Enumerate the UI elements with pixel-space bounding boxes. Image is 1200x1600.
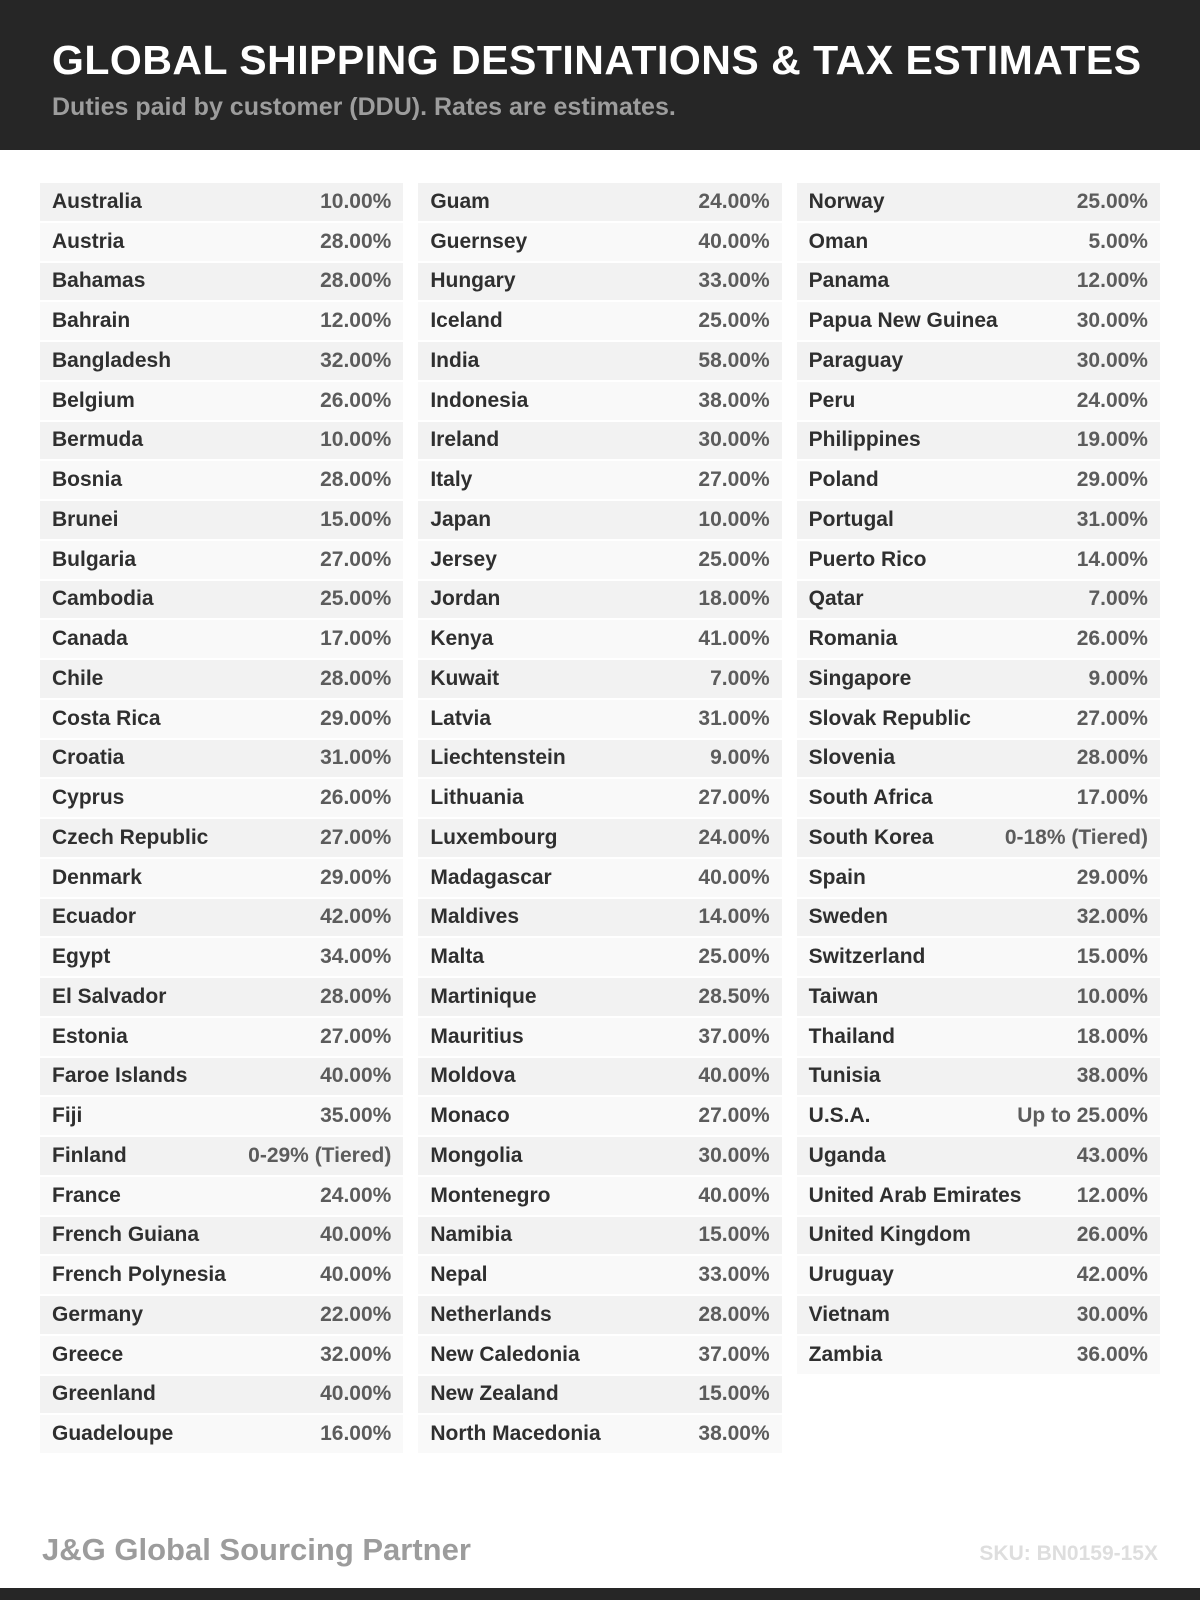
rate-value: 29.00% bbox=[320, 865, 392, 889]
table-row bbox=[40, 700, 403, 740]
country-name: Ireland bbox=[430, 428, 500, 452]
country-name: Brunei bbox=[52, 507, 119, 531]
table-row bbox=[797, 302, 1160, 342]
country-name: Latvia bbox=[430, 706, 492, 730]
country-name: Japan bbox=[430, 507, 492, 531]
rate-value: 43.00% bbox=[1076, 1143, 1148, 1167]
rate-value: 25.00% bbox=[1076, 189, 1148, 213]
table-row bbox=[797, 541, 1160, 581]
table-row bbox=[418, 1097, 781, 1137]
table-row bbox=[40, 978, 403, 1018]
table-row bbox=[418, 1336, 781, 1376]
country-name: Panama bbox=[808, 269, 890, 293]
rate-value: 37.00% bbox=[698, 1342, 770, 1366]
table-row bbox=[418, 422, 781, 462]
rate-value: 27.00% bbox=[320, 825, 392, 849]
country-name: South Korea bbox=[808, 825, 934, 849]
table-row bbox=[797, 1137, 1160, 1177]
table-row bbox=[40, 620, 403, 660]
rate-column-2 bbox=[418, 183, 781, 1455]
rate-value: 9.00% bbox=[1088, 666, 1148, 690]
country-name: Luxembourg bbox=[430, 825, 558, 849]
rate-value: 25.00% bbox=[698, 945, 770, 969]
brand-name: J&G Global Sourcing Partner bbox=[42, 1532, 471, 1567]
rate-value: 31.00% bbox=[698, 706, 770, 730]
country-name: Belgium bbox=[52, 388, 135, 412]
country-name: Oman bbox=[808, 229, 869, 253]
rate-value: 27.00% bbox=[1076, 706, 1148, 730]
table-row bbox=[40, 422, 403, 462]
country-name: Australia bbox=[52, 189, 142, 213]
rate-value: 28.50% bbox=[698, 984, 770, 1008]
country-name: Czech Republic bbox=[52, 825, 209, 849]
table-row bbox=[40, 1137, 403, 1177]
table-row bbox=[40, 302, 403, 342]
country-name: Bermuda bbox=[52, 428, 144, 452]
country-name: New Zealand bbox=[430, 1382, 559, 1406]
country-name: Austria bbox=[52, 229, 125, 253]
table-row bbox=[40, 1415, 403, 1455]
rate-value: 9.00% bbox=[710, 746, 770, 770]
country-name: South Africa bbox=[808, 786, 933, 810]
rate-value: 24.00% bbox=[698, 825, 770, 849]
rate-value: 22.00% bbox=[320, 1302, 392, 1326]
rate-value: 28.00% bbox=[320, 666, 392, 690]
rate-value: 12.00% bbox=[1076, 269, 1148, 293]
rate-value: 31.00% bbox=[1076, 507, 1148, 531]
table-row bbox=[40, 541, 403, 581]
table-row bbox=[418, 978, 781, 1018]
country-name: Jersey bbox=[430, 547, 497, 571]
country-name: Bulgaria bbox=[52, 547, 137, 571]
table-row bbox=[418, 1296, 781, 1336]
table-row bbox=[797, 1256, 1160, 1296]
rate-value: 30.00% bbox=[698, 1143, 770, 1167]
table-row bbox=[797, 1058, 1160, 1098]
country-name: Zambia bbox=[808, 1342, 883, 1366]
country-name: Lithuania bbox=[430, 786, 524, 810]
rate-value: 40.00% bbox=[698, 865, 770, 889]
country-name: Sweden bbox=[808, 905, 889, 929]
rate-value: 40.00% bbox=[698, 1183, 770, 1207]
rate-value: 40.00% bbox=[320, 1064, 392, 1088]
rate-value: 40.00% bbox=[320, 1263, 392, 1287]
table-row bbox=[418, 263, 781, 303]
country-name: India bbox=[430, 348, 480, 372]
table-row bbox=[797, 1217, 1160, 1257]
country-name: Taiwan bbox=[808, 984, 879, 1008]
table-row bbox=[797, 461, 1160, 501]
country-name: Monaco bbox=[430, 1104, 510, 1128]
rate-value: 29.00% bbox=[1076, 468, 1148, 492]
country-name: Hungary bbox=[430, 269, 516, 293]
rate-value: 16.00% bbox=[320, 1422, 392, 1446]
country-name: Qatar bbox=[808, 587, 864, 611]
rate-value: 40.00% bbox=[320, 1223, 392, 1247]
country-name: French Polynesia bbox=[52, 1263, 226, 1287]
country-name: Madagascar bbox=[430, 865, 552, 889]
country-name: Greenland bbox=[52, 1382, 156, 1406]
country-name: Romania bbox=[808, 627, 898, 651]
table-row bbox=[40, 779, 403, 819]
sku-label: SKU: BN0159-15X bbox=[979, 1542, 1158, 1565]
rate-value: 5.00% bbox=[1088, 229, 1148, 253]
rate-value: 15.00% bbox=[320, 507, 392, 531]
table-row bbox=[418, 541, 781, 581]
table-row bbox=[40, 1058, 403, 1098]
table-row bbox=[418, 1415, 781, 1455]
table-row bbox=[797, 859, 1160, 899]
table-row bbox=[40, 819, 403, 859]
table-row bbox=[418, 342, 781, 382]
country-name: Slovak Republic bbox=[808, 706, 971, 730]
table-row bbox=[797, 183, 1160, 223]
table-row bbox=[418, 581, 781, 621]
country-name: Kuwait bbox=[430, 666, 500, 690]
country-name: Martinique bbox=[430, 984, 537, 1008]
rate-value: 30.00% bbox=[698, 428, 770, 452]
country-name: Estonia bbox=[52, 1024, 128, 1048]
country-name: Vietnam bbox=[808, 1302, 890, 1326]
rate-value: 24.00% bbox=[1076, 388, 1148, 412]
table-row bbox=[40, 461, 403, 501]
country-name: Finland bbox=[52, 1143, 127, 1167]
country-name: Costa Rica bbox=[52, 706, 161, 730]
table-row bbox=[797, 501, 1160, 541]
table-row bbox=[418, 899, 781, 939]
country-name: Uruguay bbox=[808, 1263, 894, 1287]
table-row bbox=[40, 1097, 403, 1137]
table-row bbox=[797, 660, 1160, 700]
rate-value: 32.00% bbox=[320, 348, 392, 372]
country-name: Chile bbox=[52, 666, 104, 690]
table-row bbox=[40, 660, 403, 700]
country-name: Germany bbox=[52, 1302, 144, 1326]
table-row bbox=[418, 461, 781, 501]
rate-value: 27.00% bbox=[320, 547, 392, 571]
country-name: Uganda bbox=[808, 1143, 886, 1167]
table-row bbox=[797, 620, 1160, 660]
table-row bbox=[418, 740, 781, 780]
rate-value: 31.00% bbox=[320, 746, 392, 770]
rate-value: 36.00% bbox=[1076, 1342, 1148, 1366]
table-row bbox=[797, 581, 1160, 621]
table-row bbox=[418, 660, 781, 700]
table-row bbox=[418, 1137, 781, 1177]
table-row bbox=[418, 819, 781, 859]
rate-value: 28.00% bbox=[320, 229, 392, 253]
country-name: Singapore bbox=[808, 666, 912, 690]
rate-column-1 bbox=[40, 183, 403, 1455]
rate-value: 26.00% bbox=[1076, 1223, 1148, 1247]
rate-value: 10.00% bbox=[320, 428, 392, 452]
table-row bbox=[40, 1296, 403, 1336]
country-name: Indonesia bbox=[430, 388, 529, 412]
table-row bbox=[418, 859, 781, 899]
table-row bbox=[418, 183, 781, 223]
header-banner bbox=[0, 0, 1200, 150]
table-row bbox=[797, 779, 1160, 819]
table-row bbox=[40, 1376, 403, 1416]
country-name: Jordan bbox=[430, 587, 501, 611]
rate-value: 58.00% bbox=[698, 348, 770, 372]
country-name: United Arab Emirates bbox=[808, 1183, 1022, 1207]
country-name: Guernsey bbox=[430, 229, 528, 253]
table-row bbox=[40, 859, 403, 899]
country-name: Fiji bbox=[52, 1104, 83, 1128]
rate-value: 28.00% bbox=[320, 468, 392, 492]
rate-value: 26.00% bbox=[320, 388, 392, 412]
country-name: Greece bbox=[52, 1342, 124, 1366]
rate-value: 28.00% bbox=[320, 269, 392, 293]
rate-value: 40.00% bbox=[698, 229, 770, 253]
table-row bbox=[40, 740, 403, 780]
country-name: Maldives bbox=[430, 905, 520, 929]
country-name: Cyprus bbox=[52, 786, 125, 810]
table-row bbox=[40, 1018, 403, 1058]
country-name: Faroe Islands bbox=[52, 1064, 188, 1088]
table-row bbox=[40, 1177, 403, 1217]
table-row bbox=[40, 382, 403, 422]
rate-value: 38.00% bbox=[698, 388, 770, 412]
rate-value: 33.00% bbox=[698, 269, 770, 293]
rate-value: 15.00% bbox=[1076, 945, 1148, 969]
rate-value: 10.00% bbox=[320, 189, 392, 213]
rate-value: 30.00% bbox=[1076, 1302, 1148, 1326]
table-row bbox=[797, 422, 1160, 462]
table-row bbox=[418, 1256, 781, 1296]
table-row bbox=[797, 819, 1160, 859]
country-name: Peru bbox=[808, 388, 856, 412]
country-name: Moldova bbox=[430, 1064, 516, 1088]
table-row bbox=[418, 382, 781, 422]
rate-value: 7.00% bbox=[1088, 587, 1148, 611]
country-name: Guam bbox=[430, 189, 490, 213]
country-name: Namibia bbox=[430, 1223, 513, 1247]
table-row bbox=[797, 899, 1160, 939]
table-row bbox=[40, 183, 403, 223]
rate-value: 12.00% bbox=[320, 309, 392, 333]
table-row bbox=[797, 1177, 1160, 1217]
page-subtitle: Duties paid by customer (DDU). Rates are estimates. bbox=[52, 93, 676, 121]
table-row bbox=[797, 263, 1160, 303]
rate-value: 32.00% bbox=[320, 1342, 392, 1366]
rate-value: 30.00% bbox=[1076, 309, 1148, 333]
country-name: Kenya bbox=[430, 627, 494, 651]
country-name: Ecuador bbox=[52, 905, 137, 929]
table-row bbox=[40, 899, 403, 939]
table-row bbox=[418, 1217, 781, 1257]
country-name: Bangladesh bbox=[52, 348, 172, 372]
rate-value: 10.00% bbox=[698, 507, 770, 531]
table-row bbox=[418, 620, 781, 660]
table-row bbox=[418, 1018, 781, 1058]
table-row bbox=[40, 1217, 403, 1257]
rate-value: 0-29% (Tiered) bbox=[248, 1143, 392, 1167]
rate-value: 27.00% bbox=[698, 468, 770, 492]
rate-value: 17.00% bbox=[320, 627, 392, 651]
country-name: Nepal bbox=[430, 1263, 488, 1287]
table-row bbox=[418, 501, 781, 541]
rate-value: 30.00% bbox=[1076, 348, 1148, 372]
table-row bbox=[418, 1177, 781, 1217]
country-name: French Guiana bbox=[52, 1223, 200, 1247]
rate-value: 42.00% bbox=[320, 905, 392, 929]
table-row bbox=[40, 223, 403, 263]
table-row bbox=[40, 1336, 403, 1376]
rate-value: 25.00% bbox=[698, 547, 770, 571]
rates-table bbox=[0, 183, 1200, 1455]
country-name: Italy bbox=[430, 468, 473, 492]
rate-value: 34.00% bbox=[320, 945, 392, 969]
table-row bbox=[40, 342, 403, 382]
country-name: Tunisia bbox=[808, 1064, 881, 1088]
table-row bbox=[418, 302, 781, 342]
table-row bbox=[40, 938, 403, 978]
country-name: Puerto Rico bbox=[808, 547, 927, 571]
rate-value: 37.00% bbox=[698, 1024, 770, 1048]
table-row bbox=[418, 223, 781, 263]
country-name: Liechtenstein bbox=[430, 746, 566, 770]
country-name: Mongolia bbox=[430, 1143, 523, 1167]
country-name: Croatia bbox=[52, 746, 125, 770]
rate-value: 28.00% bbox=[698, 1302, 770, 1326]
country-name: Spain bbox=[808, 865, 866, 889]
rate-value: 18.00% bbox=[698, 587, 770, 611]
country-name: Canada bbox=[52, 627, 128, 651]
rate-value: 27.00% bbox=[320, 1024, 392, 1048]
country-name: Poland bbox=[808, 468, 879, 492]
table-row bbox=[418, 779, 781, 819]
table-row bbox=[418, 938, 781, 978]
rate-value: Up to 25.00% bbox=[1017, 1104, 1148, 1128]
rate-value: 26.00% bbox=[1076, 627, 1148, 651]
rate-column-3 bbox=[797, 183, 1160, 1455]
page-title: GLOBAL SHIPPING DESTINATIONS & TAX ESTIMATES bbox=[52, 37, 1142, 83]
country-name: France bbox=[52, 1183, 121, 1207]
page-footer bbox=[0, 1532, 1200, 1568]
country-name: Switzerland bbox=[808, 945, 926, 969]
table-row bbox=[40, 581, 403, 621]
table-row bbox=[797, 1336, 1160, 1376]
rate-value: 28.00% bbox=[320, 984, 392, 1008]
rate-value: 25.00% bbox=[320, 587, 392, 611]
country-name: Norway bbox=[808, 189, 885, 213]
table-row bbox=[797, 938, 1160, 978]
table-row bbox=[797, 1018, 1160, 1058]
rate-value: 7.00% bbox=[710, 666, 770, 690]
country-name: Slovenia bbox=[808, 746, 896, 770]
table-row bbox=[797, 700, 1160, 740]
table-row bbox=[40, 501, 403, 541]
rate-value: 33.00% bbox=[698, 1263, 770, 1287]
rate-value: 14.00% bbox=[1076, 547, 1148, 571]
rate-value: 18.00% bbox=[1076, 1024, 1148, 1048]
country-name: Bahrain bbox=[52, 309, 131, 333]
country-name: Thailand bbox=[808, 1024, 895, 1048]
table-row bbox=[418, 1376, 781, 1416]
country-name: United Kingdom bbox=[808, 1223, 971, 1247]
table-row bbox=[797, 382, 1160, 422]
country-name: Denmark bbox=[52, 865, 142, 889]
rate-value: 12.00% bbox=[1076, 1183, 1148, 1207]
rate-value: 19.00% bbox=[1076, 428, 1148, 452]
country-name: Bahamas bbox=[52, 269, 146, 293]
rate-value: 10.00% bbox=[1076, 984, 1148, 1008]
country-name: Netherlands bbox=[430, 1302, 552, 1326]
country-name: Paraguay bbox=[808, 348, 904, 372]
rate-value: 17.00% bbox=[1076, 786, 1148, 810]
rate-value: 38.00% bbox=[698, 1422, 770, 1446]
country-name: North Macedonia bbox=[430, 1422, 601, 1446]
country-name: Mauritius bbox=[430, 1024, 524, 1048]
rate-value: 14.00% bbox=[698, 905, 770, 929]
rate-value: 27.00% bbox=[698, 786, 770, 810]
table-row bbox=[797, 1097, 1160, 1137]
country-name: El Salvador bbox=[52, 984, 167, 1008]
bottom-accent-bar bbox=[0, 1588, 1200, 1600]
table-row bbox=[418, 700, 781, 740]
table-row bbox=[797, 740, 1160, 780]
rate-value: 35.00% bbox=[320, 1104, 392, 1128]
rate-value: 29.00% bbox=[1076, 865, 1148, 889]
country-name: New Caledonia bbox=[430, 1342, 580, 1366]
table-row bbox=[797, 223, 1160, 263]
table-row bbox=[797, 342, 1160, 382]
table-row bbox=[797, 978, 1160, 1018]
rate-value: 29.00% bbox=[320, 706, 392, 730]
country-name: U.S.A. bbox=[808, 1104, 871, 1128]
rate-value: 25.00% bbox=[698, 309, 770, 333]
country-name: Philippines bbox=[808, 428, 921, 452]
country-name: Egypt bbox=[52, 945, 111, 969]
rate-value: 32.00% bbox=[1076, 905, 1148, 929]
country-name: Guadeloupe bbox=[52, 1422, 174, 1446]
rate-value: 41.00% bbox=[698, 627, 770, 651]
table-row bbox=[40, 1256, 403, 1296]
country-name: Papua New Guinea bbox=[808, 309, 998, 333]
rate-value: 24.00% bbox=[698, 189, 770, 213]
rate-value: 40.00% bbox=[320, 1382, 392, 1406]
rate-value: 40.00% bbox=[698, 1064, 770, 1088]
rate-value: 27.00% bbox=[698, 1104, 770, 1128]
rate-value: 24.00% bbox=[320, 1183, 392, 1207]
rate-value: 26.00% bbox=[320, 786, 392, 810]
country-name: Iceland bbox=[430, 309, 503, 333]
country-name: Bosnia bbox=[52, 468, 123, 492]
rate-value: 42.00% bbox=[1076, 1263, 1148, 1287]
rate-value: 0-18% (Tiered) bbox=[1004, 825, 1148, 849]
rate-value: 15.00% bbox=[698, 1223, 770, 1247]
table-row bbox=[797, 1296, 1160, 1336]
country-name: Montenegro bbox=[430, 1183, 551, 1207]
rate-value: 15.00% bbox=[698, 1382, 770, 1406]
rate-value: 38.00% bbox=[1076, 1064, 1148, 1088]
table-row bbox=[40, 263, 403, 303]
rate-value: 28.00% bbox=[1076, 746, 1148, 770]
country-name: Portugal bbox=[808, 507, 894, 531]
country-name: Malta bbox=[430, 945, 485, 969]
country-name: Cambodia bbox=[52, 587, 154, 611]
table-row bbox=[418, 1058, 781, 1098]
